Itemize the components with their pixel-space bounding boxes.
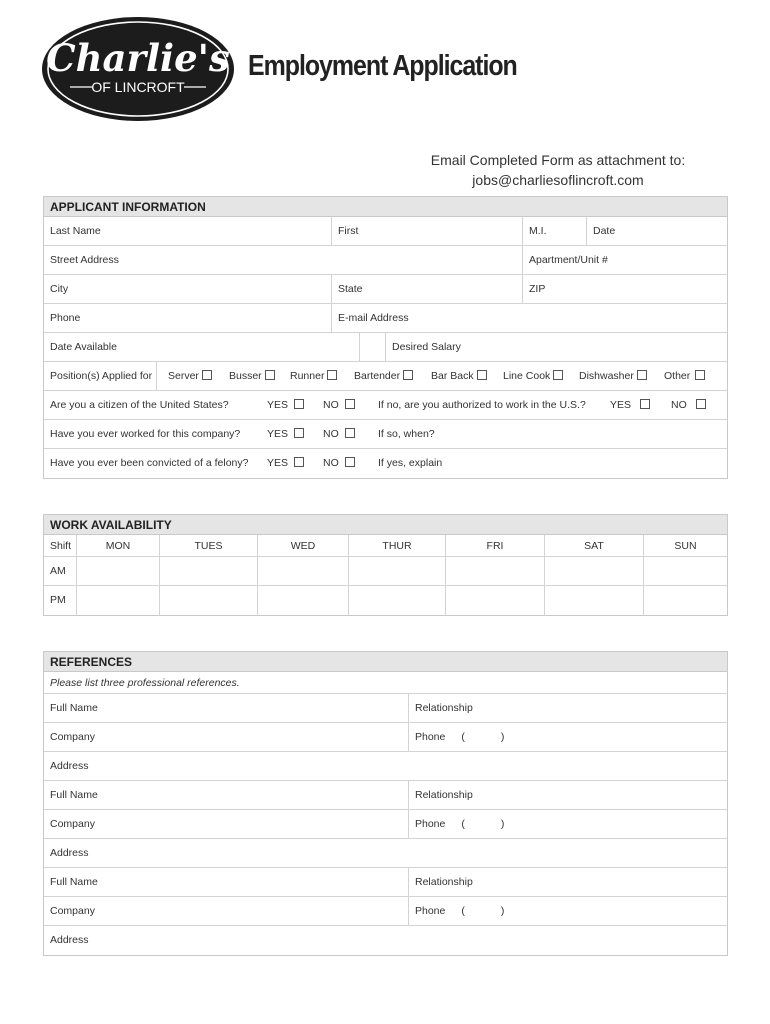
day-mon: MON [76, 535, 159, 556]
date-available-field[interactable] [44, 333, 359, 361]
worked-question: Have you ever worked for this company? [50, 428, 241, 440]
applicant-information-section [43, 196, 728, 479]
email-label: E-mail Address [338, 312, 409, 324]
citizen-question: Are you a citizen of the United States? [50, 399, 229, 411]
when-question: If so, when? [378, 428, 435, 440]
first-name-label: First [338, 225, 359, 237]
ref1-company-row [44, 723, 727, 752]
apartment-label: Apartment/Unit # [529, 254, 608, 266]
positions-label-cell [44, 362, 156, 390]
busser-checkbox[interactable] [265, 370, 275, 380]
pm-sun-cell[interactable] [643, 586, 727, 615]
position-bartender-label: Bartender [354, 370, 401, 382]
worked-no-checkbox[interactable] [345, 428, 355, 438]
ref3-name-row [44, 868, 727, 897]
bar-back-checkbox[interactable] [477, 370, 487, 380]
pm-row [44, 586, 727, 615]
ref3-full-name-field[interactable] [44, 868, 408, 896]
citizen-yes-checkbox[interactable] [294, 399, 304, 409]
ref1-relationship-field[interactable] [408, 694, 727, 722]
day-sun: SUN [643, 535, 727, 556]
state-field[interactable] [331, 275, 522, 303]
first-name-field[interactable] [331, 217, 522, 245]
ref2-company-field[interactable] [44, 810, 408, 838]
ref2-company-row [44, 810, 727, 839]
day-tues: TUES [159, 535, 257, 556]
position-bar-back-label: Bar Back [431, 370, 474, 382]
state-label: State [338, 283, 363, 295]
worked-row [44, 420, 727, 449]
city-field[interactable] [44, 275, 331, 303]
ref3-phone-paren-open: ( [461, 905, 465, 917]
position-dishwasher[interactable] [579, 362, 647, 391]
charlies-logo [40, 15, 236, 123]
email-field[interactable] [331, 304, 727, 332]
apartment-field[interactable] [522, 246, 727, 274]
pm-thur-cell[interactable] [348, 586, 445, 615]
position-other-label: Other [664, 370, 691, 382]
applicant-information-heading: APPLICANT INFORMATION [44, 196, 727, 217]
ref3-relationship-label: Relationship [415, 876, 473, 888]
street-address-field[interactable] [44, 246, 522, 274]
ref2-full-name-field[interactable] [44, 781, 408, 809]
bartender-checkbox[interactable] [403, 370, 413, 380]
logo-sub-text: OF LINCROFT [91, 79, 185, 95]
ref2-phone-paren-open: ( [461, 818, 465, 830]
pm-fri-cell[interactable] [445, 586, 544, 615]
authorized-no-label: NO [671, 399, 687, 411]
ref2-phone-label: Phone [415, 818, 446, 830]
ref1-company-field[interactable] [44, 723, 408, 751]
authorized-no[interactable] [671, 391, 706, 420]
day-sat: SAT [544, 535, 643, 556]
position-busser[interactable] [229, 362, 275, 391]
work-availability-section [43, 514, 728, 616]
logo-script-text: Charlie's [46, 36, 230, 80]
last-name-field[interactable] [44, 217, 331, 245]
pm-sat-cell[interactable] [544, 586, 643, 615]
other-checkbox[interactable] [695, 370, 705, 380]
position-runner-label: Runner [290, 370, 325, 382]
ref3-phone-paren-close: ) [500, 905, 505, 917]
citizen-row [44, 391, 727, 420]
citizen-no-label: NO [323, 399, 339, 411]
zip-label: ZIP [529, 283, 546, 295]
ref3-company-label: Company [50, 905, 95, 917]
worked-no[interactable] [323, 420, 355, 449]
felony-row [44, 449, 727, 478]
citizen-no-checkbox[interactable] [345, 399, 355, 409]
ref3-address-label: Address [50, 934, 89, 946]
ref2-address-row [44, 839, 727, 868]
authorized-no-checkbox[interactable] [696, 399, 706, 409]
ref1-phone-paren-open: ( [461, 731, 465, 743]
server-checkbox[interactable] [202, 370, 212, 380]
am-sun-cell[interactable] [643, 557, 727, 585]
phone-label: Phone [50, 312, 81, 324]
ref1-address-label: Address [50, 760, 89, 772]
worked-no-label: NO [323, 428, 339, 440]
positions-row [44, 362, 727, 391]
position-bar-back[interactable] [431, 362, 487, 391]
felony-yes[interactable] [267, 449, 304, 478]
day-thur: THUR [348, 535, 445, 556]
desired-salary-label: Desired Salary [392, 341, 461, 353]
ref1-address-field[interactable] [44, 752, 727, 780]
ref1-full-name-field[interactable] [44, 694, 408, 722]
position-bartender[interactable] [354, 362, 413, 391]
work-availability-heading: WORK AVAILABILITY [44, 514, 727, 535]
am-mon-cell[interactable] [76, 557, 159, 585]
city-label: City [50, 283, 69, 295]
last-name-label: Last Name [50, 225, 101, 237]
citizen-yes[interactable] [267, 391, 304, 420]
am-fri-cell[interactable] [445, 557, 544, 585]
position-dishwasher-label: Dishwasher [579, 370, 634, 382]
city-row [44, 275, 727, 304]
spacer-cell [359, 333, 385, 361]
ref3-phone-label: Phone [415, 905, 446, 917]
mi-label: M.I. [529, 225, 547, 237]
pm-wed-cell[interactable] [257, 586, 348, 615]
ref2-relationship-field[interactable] [408, 781, 727, 809]
position-server[interactable] [168, 362, 212, 391]
name-row [44, 217, 727, 246]
authorized-yes-checkbox[interactable] [640, 399, 650, 409]
worked-yes-checkbox[interactable] [294, 428, 304, 438]
references-section [43, 651, 728, 956]
am-tues-cell[interactable] [159, 557, 257, 585]
am-label: AM [50, 565, 66, 577]
email-address: jobs@charliesoflincroft.com [472, 172, 644, 188]
felony-no[interactable] [323, 449, 355, 478]
citizen-yes-label: YES [267, 399, 289, 411]
day-fri: FRI [445, 535, 544, 556]
runner-checkbox[interactable] [327, 370, 337, 380]
pm-tues-cell[interactable] [159, 586, 257, 615]
authorized-yes-label: YES [610, 399, 632, 411]
felony-yes-checkbox[interactable] [294, 457, 304, 467]
ref2-relationship-label: Relationship [415, 789, 473, 801]
position-runner[interactable] [290, 362, 337, 391]
explain-question: If yes, explain [378, 457, 443, 469]
contact-row [44, 304, 727, 333]
authorized-question: If no, are you authorized to work in the U.S.? [378, 399, 586, 411]
street-address-label: Street Address [50, 254, 119, 266]
date-field[interactable] [586, 217, 727, 245]
felony-yes-label: YES [267, 457, 289, 469]
ref2-full-name-label: Full Name [50, 789, 98, 801]
mi-field[interactable] [522, 217, 586, 245]
felony-no-checkbox[interactable] [345, 457, 355, 467]
ref2-address-field[interactable] [44, 839, 727, 867]
pm-mon-cell[interactable] [76, 586, 159, 615]
ref1-name-row [44, 694, 727, 723]
am-sat-cell[interactable] [544, 557, 643, 585]
felony-no-label: NO [323, 457, 339, 469]
am-thur-cell[interactable] [348, 557, 445, 585]
page-title: Employment Application [248, 50, 517, 82]
position-other[interactable] [664, 362, 705, 391]
ref2-address-label: Address [50, 847, 89, 859]
phone-field[interactable] [44, 304, 331, 332]
dishwasher-checkbox[interactable] [637, 370, 647, 380]
position-busser-label: Busser [229, 370, 262, 382]
ref3-phone-field[interactable] [408, 897, 727, 925]
ref2-company-label: Company [50, 818, 95, 830]
days-header-row [44, 535, 727, 557]
ref3-address-row [44, 926, 727, 955]
citizen-no[interactable] [323, 391, 355, 420]
ref3-company-row [44, 897, 727, 926]
position-server-label: Server [168, 370, 199, 382]
date-label: Date [593, 225, 616, 237]
ref3-address-field[interactable] [44, 926, 727, 955]
shift-label: Shift [50, 540, 72, 552]
desired-salary-field[interactable] [385, 333, 727, 361]
ref3-company-field[interactable] [44, 897, 408, 925]
ref2-name-row [44, 781, 727, 810]
pm-label: PM [50, 594, 66, 606]
ref1-phone-label: Phone [415, 731, 446, 743]
references-note-row [44, 672, 727, 694]
ref1-full-name-label: Full Name [50, 702, 98, 714]
ref1-address-row [44, 752, 727, 781]
am-row [44, 557, 727, 586]
email-line-1: Email Completed Form as attachment to: [430, 152, 686, 168]
ref1-phone-paren-close: ) [500, 731, 505, 743]
references-note: Please list three professional references. [50, 677, 240, 689]
ref1-company-label: Company [50, 731, 95, 743]
position-line-cook[interactable] [503, 362, 563, 391]
authorized-yes[interactable] [610, 391, 650, 420]
felony-question: Have you ever been convicted of a felony? [50, 457, 249, 469]
references-heading: REFERENCES [44, 651, 727, 672]
am-wed-cell[interactable] [257, 557, 348, 585]
position-line-cook-label: Line Cook [503, 370, 551, 382]
availability-salary-row [44, 333, 727, 362]
ref1-relationship-label: Relationship [415, 702, 473, 714]
worked-yes[interactable] [267, 420, 304, 449]
positions-label: Position(s) Applied for [50, 370, 153, 382]
email-instructions [398, 150, 718, 190]
line-cook-checkbox[interactable] [553, 370, 563, 380]
address-row [44, 246, 727, 275]
ref3-relationship-field[interactable] [408, 868, 727, 896]
zip-field[interactable] [522, 275, 727, 303]
ref1-phone-field[interactable] [408, 723, 727, 751]
ref2-phone-field[interactable] [408, 810, 727, 838]
date-available-label: Date Available [50, 341, 117, 353]
ref2-phone-paren-close: ) [500, 818, 505, 830]
worked-yes-label: YES [267, 428, 289, 440]
ref3-full-name-label: Full Name [50, 876, 98, 888]
day-wed: WED [257, 535, 348, 556]
